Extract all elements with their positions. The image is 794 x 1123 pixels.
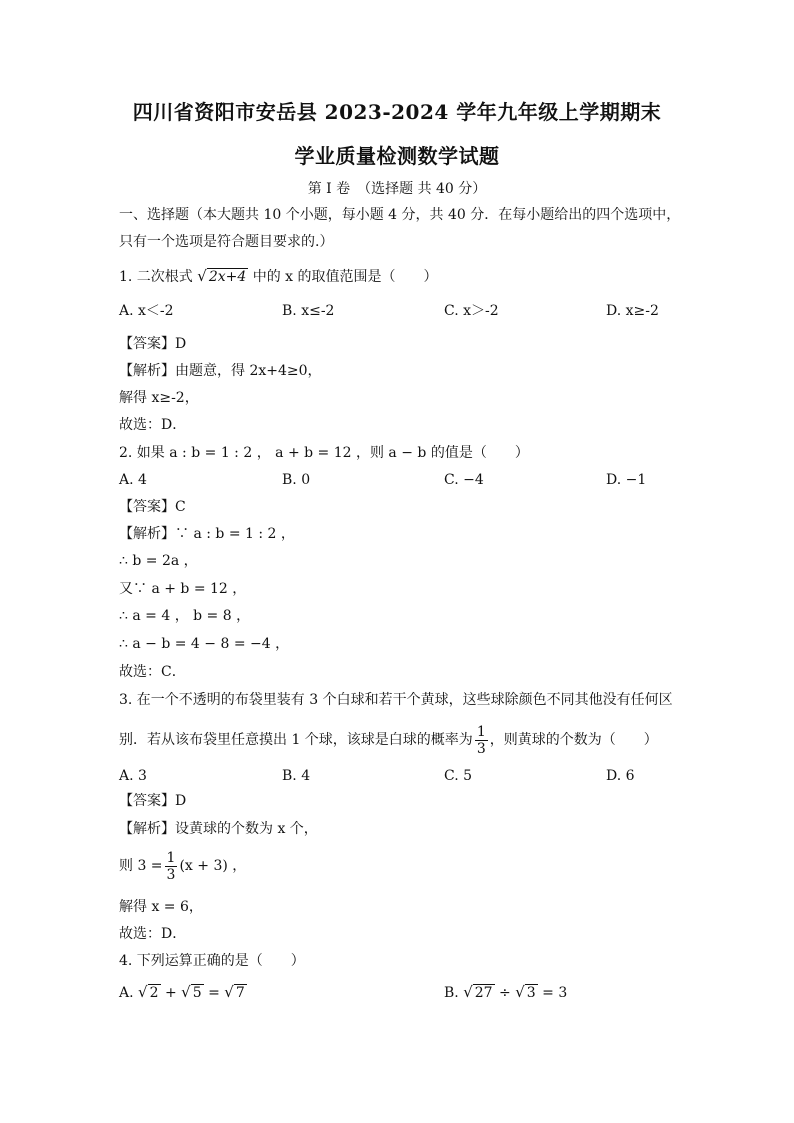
q3-analysis-3: 解得 x = 6，: [119, 899, 203, 915]
q3-stem-pre: 别．若从该布袋里任意摸出 1 个球，该球是白球的概率为: [119, 732, 473, 748]
q4-option-a-label: A.: [119, 985, 134, 1001]
q4-option-b-label: B.: [444, 985, 459, 1001]
q3-frac-numerator: 1: [476, 723, 486, 740]
sqrt-symbol: √: [515, 983, 525, 1001]
q3-answer: 【答案】D: [119, 793, 187, 809]
q2-option-d: D. −1: [606, 472, 647, 488]
q2-option-b: B. 0: [282, 472, 311, 488]
q4-a-radicand-1: 2: [149, 985, 159, 1001]
q2-option-a: A. 4: [119, 472, 147, 488]
q3-eq-fraction: [165, 850, 178, 883]
q1-option-a: A. x＜-2: [119, 303, 174, 319]
q4-a-radicand-2: 5: [192, 985, 202, 1001]
q4-a-radicand-3: 7: [235, 985, 245, 1001]
q2-analysis-4: ∴ a = 4 ， b = 8 ，: [119, 608, 251, 624]
sqrt-symbol: √: [463, 983, 473, 1001]
q3-stem-post: ，则黄球的个数为（ ）: [489, 732, 658, 748]
q3-analysis-1: 【解析】设黄球的个数为 x 个，: [119, 821, 318, 837]
q3-option-c: C. 5: [444, 768, 473, 784]
q1-answer: 【答案】D: [119, 336, 187, 352]
q1-option-c: C. x＞-2: [444, 303, 499, 319]
q1-stem-post: 中的 x 的取值范围是（ ）: [252, 269, 438, 285]
q1-option-d: D. x≥-2: [606, 303, 659, 319]
q4-option-a: [119, 982, 247, 1003]
q2-analysis-1: 【解析】∵ a : b = 1 : 2 ，: [119, 526, 295, 542]
q1-stem: [119, 266, 438, 287]
q3-eq-numerator: 1: [166, 849, 176, 866]
plus-sign: +: [164, 985, 177, 1001]
q3-stem-line-2: [119, 722, 658, 758]
q2-analysis-2: ∴ b = 2a ，: [119, 553, 198, 569]
sqrt-symbol: √: [197, 267, 207, 285]
q3-eq-post: (x + 3) ，: [179, 858, 247, 874]
part1-instructions-line-2: 只有一个选项是符合题目要求的.）: [119, 234, 334, 250]
q2-analysis-5: ∴ a − b = 4 − 8 = −4 ，: [119, 636, 290, 652]
q1-stem-pre: 1. 二次根式: [119, 269, 193, 285]
q3-equation: [119, 848, 246, 884]
title-line-2: 学业质量检测数学试题: [294, 144, 500, 168]
q3-eq-pre: 则 3 =: [119, 858, 163, 874]
q1-option-b: B. x≤-2: [282, 303, 335, 319]
q4-b-radicand-2: 3: [526, 985, 536, 1001]
section-heading: 第 I 卷 （选择题 共 40 分）: [307, 181, 487, 197]
q3-frac-denominator: 3: [476, 740, 486, 757]
q4-stem: 4. 下列运算正确的是（ ）: [119, 953, 305, 969]
q3-analysis-4: 故选：D．: [119, 926, 187, 942]
q3-option-a: A. 3: [119, 768, 147, 784]
equals-sign: =: [208, 985, 220, 1001]
q1-analysis-1: 【解析】由题意，得 2x+4≥0，: [119, 363, 322, 379]
part1-instructions-line-1: 一、选择题（本大题共 10 个小题，每小题 4 分，共 40 分．在每小题给出的四个选项中，: [119, 207, 681, 223]
sqrt-symbol: √: [181, 983, 191, 1001]
q3-eq-denominator: 3: [166, 866, 176, 883]
q1-analysis-2: 解得 x≥-2，: [119, 390, 199, 406]
q2-analysis-3: 又∵ a + b = 12 ，: [119, 581, 247, 597]
q3-option-d: D. 6: [606, 768, 635, 784]
q1-radicand: 2x+4: [208, 269, 247, 285]
q2-analysis-6: 故选：C．: [119, 664, 186, 680]
q3-option-b: B. 4: [282, 768, 311, 784]
q2-stem: 2. 如果 a : b = 1 : 2 ， a + b = 12 ，则 a − b 的值是（ ）: [119, 445, 529, 461]
sqrt-symbol: √: [224, 983, 234, 1001]
q4-b-result: = 3: [542, 985, 568, 1001]
q4-option-b: [444, 982, 567, 1003]
title-line-1: 四川省资阳市安岳县 2023-2024 学年九年级上学期期末: [132, 100, 662, 124]
divide-sign: ÷: [499, 985, 511, 1001]
q3-stem-line-1: 3. 在一个不透明的布袋里装有 3 个白球和若干个黄球，这些球除颜色不同其他没有任何区: [119, 692, 673, 708]
q4-b-radicand-1: 27: [474, 985, 493, 1001]
q2-answer: 【答案】C: [119, 499, 186, 515]
q1-analysis-3: 故选：D．: [119, 417, 187, 433]
sqrt-symbol: √: [138, 983, 148, 1001]
q2-option-c: C. −4: [444, 472, 484, 488]
q3-probability-fraction: [475, 724, 488, 757]
